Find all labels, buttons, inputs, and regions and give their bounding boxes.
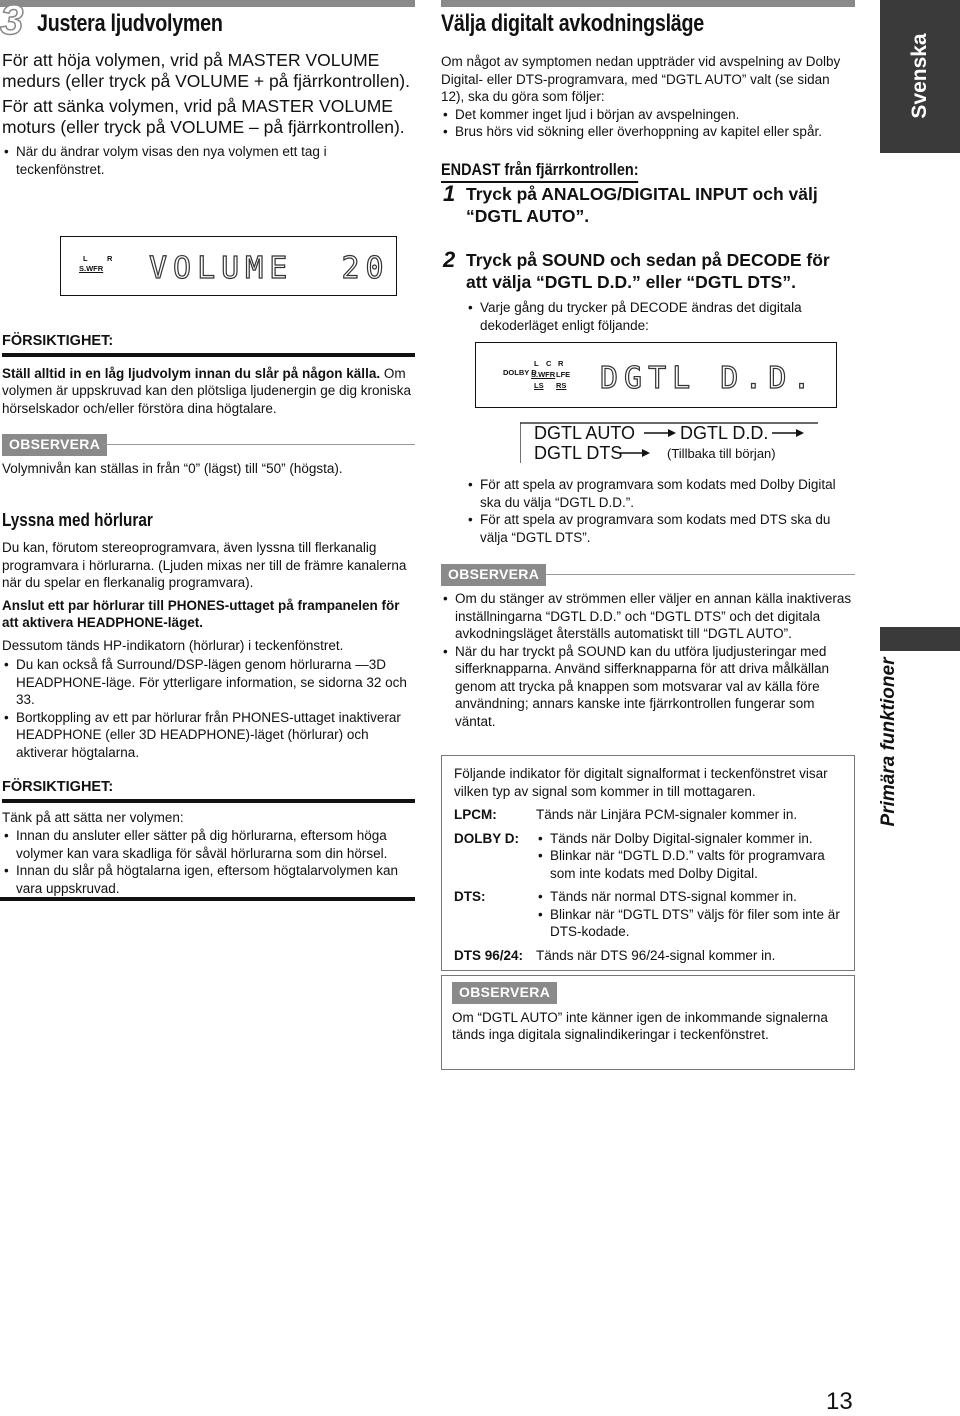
decode-bullet: • För att spela av programvara som kodats med DTS ska du välja “DGTL DTS”. <box>480 511 855 546</box>
indicator-dolby-d: DOLBY D <box>503 368 537 377</box>
flow-arrows <box>520 418 820 470</box>
indicator-lfe: LFE <box>556 370 571 379</box>
caution-text: Om volymen är uppskruvad kan den plötsliga ljudenergin ge dig kroniska hörselskador och/eller förstöra dina högtalare. <box>2 365 411 416</box>
flow-dgtl-dd: DGTL D.D. <box>680 423 769 443</box>
note-label: OBSERVERA <box>2 434 107 456</box>
section-heading-decode: Välja digitalt avkodningsläge <box>441 10 704 37</box>
caution-text: Tänk på att sätta ner volymen: <box>2 809 184 825</box>
dts-bullet: • Tänds när normal DTS-signal kommer in. <box>550 888 842 906</box>
left-bottom-rule <box>0 897 415 901</box>
indicator-swfr: S.WFR <box>79 264 104 273</box>
flow-dgtl-auto: DGTL AUTO <box>534 423 636 443</box>
note-text: Om “DGTL AUTO” inte känner igen de inkommande signalerna tänds inga digitala signalindikeringar i teckenfönstret. <box>452 1009 828 1042</box>
left-top-bar <box>0 0 415 7</box>
indicator-r: R <box>558 359 564 368</box>
dolby-bullet: • Blinkar när “DGTL D.D.” valts för programvara som inte kodats med Dolby Digital. <box>550 847 842 882</box>
headphones-bullet: • Bortkoppling av ett par hörlurar från PHONES-uttaget inaktiverar HEADPHONE (eller 3D HEADPHONE)-läget (hörlurar) och aktiverar högtalarna. <box>16 709 415 762</box>
right-top-bar <box>441 0 855 7</box>
note-block-2 <box>441 564 855 730</box>
indicator-swfr: S.WFR <box>531 370 556 379</box>
note-block-3 <box>441 975 855 1070</box>
indicator-c: C <box>546 359 552 368</box>
volume-display-panel <box>60 236 397 296</box>
caution-bold-text: Ställ alltid in en låg ljudvolym innan du slår på någon källa. <box>2 365 381 381</box>
caution-bullet: • Innan du ansluter eller sätter på dig hörlurarna, eftersom höga volymer kan vara skadliga för såväl hörlurarna som din hörsel. <box>16 827 415 862</box>
note-block-1 <box>2 434 415 478</box>
section-heading-volume: Justera ljudvolymen <box>37 10 223 37</box>
decode-intro <box>441 53 855 141</box>
flow-dgtl-dts: DGTL DTS <box>534 443 623 463</box>
caution-title: FÖRSIKTIGHET: <box>2 333 415 357</box>
section-tab-bar <box>880 627 960 651</box>
flow-arrowhead-2 <box>796 429 804 437</box>
remote-only-heading: ENDAST från fjärrkontrollen: <box>441 160 639 183</box>
note-label: OBSERVERA <box>441 564 546 586</box>
flow-arrowhead-3 <box>642 449 650 457</box>
language-tab <box>880 0 960 153</box>
step-2-number: 2 <box>443 247 456 272</box>
language-tab-label: Svenska <box>908 33 931 119</box>
section-tab-label: Primära funktioner <box>878 657 899 827</box>
paragraph-lower-volume: För att sänka volymen, vrid på MASTER VOLUME moturs (eller tryck på VOLUME – på fjärrkontrollen). <box>2 96 405 137</box>
note-bullet: • När du har tryckt på SOUND kan du utföra ljudjusteringar med sifferknapparna. Använd sifferknapparna för att driva målkällan genom att trycka på knappen som motsvarar val av källa före användning; annars kanske inte fjärrkontrollen fungerar som väntat. <box>455 643 855 731</box>
indicator-r: R <box>107 254 113 263</box>
step-number: 3 <box>0 0 24 43</box>
caution-block-1 <box>2 333 415 417</box>
indicator-intro: Följande indikator för digitalt signalformat i teckenfönstret visar vilken typ av signal som kommer in till mottagaren. <box>454 766 828 799</box>
headphones-paragraph-3: Dessutom tänds HP-indikatorn (hörlurar) i teckenfönstret. <box>2 637 344 653</box>
label-dolby-d: DOLBY D: <box>454 830 520 846</box>
indicator-rs: RS <box>556 381 567 390</box>
headphones-paragraph-2: Anslut ett par hörlurar till PHONES-uttaget på frampanelen för att aktivera HEADPHONE-läget. <box>2 597 400 630</box>
dolby-bullet: • Tänds när Dolby Digital-signaler kommer in. <box>550 830 842 848</box>
text-dts-96-24: Tänds när DTS 96/24-signal kommer in. <box>536 947 776 963</box>
note-text: Volymnivån kan ställas in från “0” (lägst) till “50” (högsta). <box>2 461 343 476</box>
note-bullet: • Om du stänger av strömmen eller väljer en annan källa inaktiveras inställningarna “DGTL D.D.” och “DGTL DTS” och det digitala avkodningsläget återställs automatiskt till “DGTL AUTO”. <box>455 590 855 643</box>
step-2-bullet: • Varje gång du trycker på DECODE ändras det digitala dekoderläget enligt följande: <box>480 299 855 334</box>
caution-title: FÖRSIKTIGHET: <box>2 779 415 803</box>
paragraph-raise-volume: För att höja volymen, vrid på MASTER VOLUME medurs (eller tryck på VOLUME + på fjärrkontrollen). <box>2 50 410 91</box>
page-number: 13 <box>826 1388 853 1415</box>
symptom-bullet: • Brus hörs vid sökning eller överhoppning av kapitel eller spår. <box>455 123 855 141</box>
step-1-text: Tryck på ANALOG/DIGITAL INPUT och välj “DGTL AUTO”. <box>466 184 818 226</box>
flow-back-to-start: (Tillbaka till början) <box>667 446 776 461</box>
volume-display-text: VOLUME 20 <box>149 251 390 286</box>
headphones-paragraph-1: Du kan, förutom stereoprogramvara, även lyssna till flerkanalig programvara i hörlurarna. (Ljuden mixas ner till de främre kanalerna när du spelar en flerkanalig programvara). <box>2 540 407 590</box>
step-1 <box>441 183 855 227</box>
dts-bullet: • Blinkar när “DGTL DTS” väljs för filer som inte är DTS-kodade. <box>550 906 842 941</box>
decoder-display-panel <box>475 342 837 408</box>
label-dts-96-24: DTS 96/24: <box>454 947 524 963</box>
label-lpcm: LPCM: <box>454 807 497 822</box>
step-1-number: 1 <box>443 181 456 206</box>
intro-text: Om något av symptomen nedan uppträder vid avspelning av Dolby Digital- eller DTS-programvara, med “DGTL AUTO” valt (se sidan 12), ska du göra som följer: <box>441 54 841 104</box>
left-intro <box>2 50 415 178</box>
indicator-ls: LS <box>534 381 544 390</box>
symptom-bullet: • Det kommer inget ljud i början av avspelningen. <box>455 106 855 124</box>
headphones-body <box>2 539 415 761</box>
signal-indicator-box <box>441 755 855 971</box>
decoder-display-text: DGTL D.D. <box>600 361 817 396</box>
bullet-volume-display: • När du ändrar volym visas den nya volymen ett tag i teckenfönstret. <box>16 143 415 178</box>
caution-bullet: • Innan du slår på högtalarna igen, eftersom högtalarvolymen kan vara uppskruvad. <box>16 862 415 897</box>
headphones-bullet: • Du kan också få Surround/DSP-lägen genom hörlurarna —3D HEADPHONE-läge. För ytterligare information, se sidorna 32 och 33. <box>16 656 415 709</box>
indicator-l: L <box>83 254 88 263</box>
decode-after-bullets <box>466 476 855 546</box>
caution-block-2 <box>2 779 415 897</box>
step-2-text: Tryck på SOUND och sedan på DECODE för att välja “DGTL D.D.” eller “DGTL DTS”. <box>466 250 830 292</box>
text-lpcm: Tänds när Linjära PCM-signaler kommer in. <box>536 807 798 822</box>
indicator-l: L <box>534 359 539 368</box>
decode-mode-flow <box>520 418 820 470</box>
subheading-headphones: Lyssna med hörlurar <box>2 510 153 530</box>
label-dts: DTS: <box>454 889 486 904</box>
note-label: OBSERVERA <box>452 982 557 1004</box>
note-divider <box>545 574 855 575</box>
note-divider <box>102 444 415 445</box>
flow-arrowhead-1 <box>668 429 676 437</box>
decode-bullet: • För att spela av programvara som kodats med Dolby Digital ska du välja “DGTL D.D.”. <box>480 476 855 511</box>
step-2 <box>441 249 855 334</box>
